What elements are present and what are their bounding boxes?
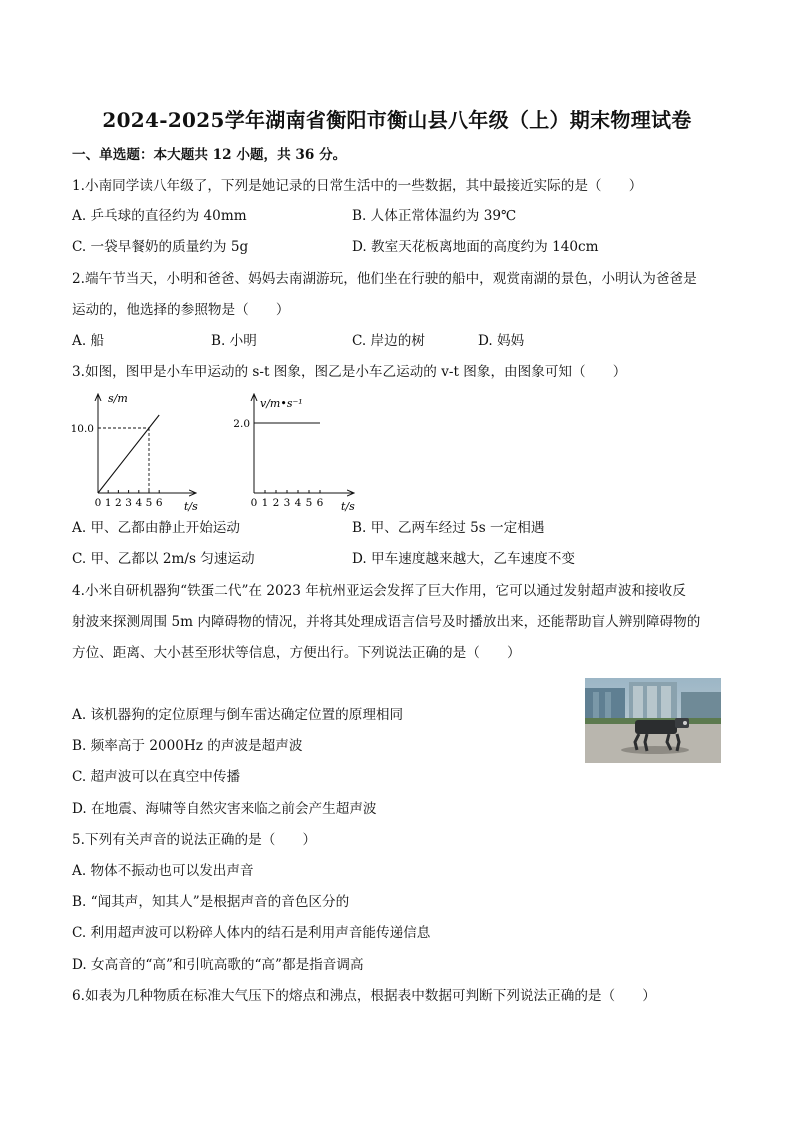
q2-option-a: A. 船 <box>72 333 105 349</box>
x-tick-label: 4 <box>135 497 143 509</box>
q1-option-b: B. 人体正常体温约为 39℃ <box>352 208 517 224</box>
q1-option-d: D. 教室天花板离地面的高度约为 140cm <box>352 239 599 255</box>
q3-stem: 3.如图，图甲是小车甲运动的 s-t 图象，图乙是小车乙运动的 v-t 图象，由图象可知（ ） <box>72 364 627 380</box>
q5-stem: 5.下列有关声音的说法正确的是（ ） <box>72 832 317 848</box>
x-axis-label: t/s <box>184 500 198 513</box>
q3-option-a: A. 甲、乙都由静止开始运动 <box>72 520 240 536</box>
x-tick-label: 1 <box>104 497 112 509</box>
x-axis-label: t/s <box>341 500 355 513</box>
q1-stem: 1.小南同学读八年级了，下列是她记录的日常生活中的一些数据，其中最接近实际的是（ ） <box>72 178 643 194</box>
q3-option-b: B. 甲、乙两车经过 5s 一定相遇 <box>352 520 545 536</box>
x-tick-label: 5 <box>305 497 313 509</box>
x-tick-label: 3 <box>125 497 132 509</box>
q2-option-b: B. 小明 <box>211 333 257 349</box>
x-tick-label: 4 <box>294 497 302 509</box>
q3-option-d: D. 甲车速度越来越大，乙车速度不变 <box>352 551 575 567</box>
exam-title: 2024-2025学年湖南省衡阳市衡山县八年级（上）期末物理试卷 <box>102 108 692 132</box>
q3-option-c: C. 甲、乙都以 2m/s 匀速运动 <box>72 551 255 567</box>
q5-option-d: D. 女高音的“高”和引吭高歌的“高”都是指音调高 <box>72 957 364 973</box>
y-axis-label: s/m <box>108 392 128 405</box>
q5-option-c: C. 利用超声波可以粉碎人体内的结石是利用声音能传递信息 <box>72 925 431 941</box>
x-tick-label: 6 <box>155 497 163 509</box>
q5-option-b: B. “闻其声，知其人”是根据声音的音色区分的 <box>72 894 350 910</box>
q1-option-c: C. 一袋早餐奶的质量约为 5g <box>72 239 249 255</box>
v-t-graph <box>224 388 374 516</box>
robot-dog-photo <box>585 678 721 763</box>
q2-option-c: C. 岸边的树 <box>352 333 425 349</box>
y-axis-label: v/m•s⁻¹ <box>260 397 303 410</box>
q4-stem-line2: 射波来探测周围 5m 内障碍物的情况，并将其处理成语言信号及时播放出来，还能帮助盲人辨别障碍物的 <box>72 614 701 630</box>
x-tick-label: 0 <box>94 497 102 509</box>
x-tick-label: 0 <box>250 497 258 509</box>
q4-option-d: D. 在地震、海啸等自然灾害来临之前会产生超声波 <box>72 801 377 817</box>
x-tick-label: 6 <box>316 497 324 509</box>
x-tick-label: 1 <box>261 497 269 509</box>
q2-stem-line2: 运动的，他选择的参照物是（ ） <box>72 302 290 318</box>
q4-option-b: B. 频率高于 2000Hz 的声波是超声波 <box>72 738 303 754</box>
section-heading: 一、单选题：本大题共 12 小题，共 36 分。 <box>72 147 347 163</box>
q6-stem: 6.如表为几种物质在标准大气压下的熔点和沸点，根据表中数据可判断下列说法正确的是（ ） <box>72 988 656 1004</box>
q2-stem-line1: 2.端午节当天，小明和爸爸、妈妈去南湖游玩，他们坐在行驶的船中，观赏南湖的景色，小明认为爸爸是 <box>72 271 697 287</box>
q2-option-d: D. 妈妈 <box>478 333 525 349</box>
x-tick-label: 3 <box>283 497 291 509</box>
q4-option-c: C. 超声波可以在真空中传播 <box>72 769 241 785</box>
x-tick-label: 2 <box>272 497 280 509</box>
series-line <box>98 415 159 493</box>
q5-option-a: A. 物体不振动也可以发出声音 <box>72 863 254 879</box>
y-tick-label: 2.0 <box>233 418 250 430</box>
s-t-graph <box>66 388 216 516</box>
q4-stem-line1: 4.小米自研机器狗“铁蛋二代”在 2023 年杭州亚运会发挥了巨大作用，它可以通过发射超声波和接收反 <box>72 583 686 599</box>
q4-stem-line3: 方位、距离、大小甚至形状等信息，方便出行。下列说法正确的是（ ） <box>72 645 521 661</box>
x-tick-label: 5 <box>145 497 153 509</box>
x-tick-label: 2 <box>115 497 122 509</box>
q4-option-a: A. 该机器狗的定位原理与倒车雷达确定位置的原理相同 <box>72 707 404 723</box>
y-tick-label: 10.0 <box>70 423 94 435</box>
q1-option-a: A. 乒乓球的直径约为 40mm <box>72 208 247 224</box>
